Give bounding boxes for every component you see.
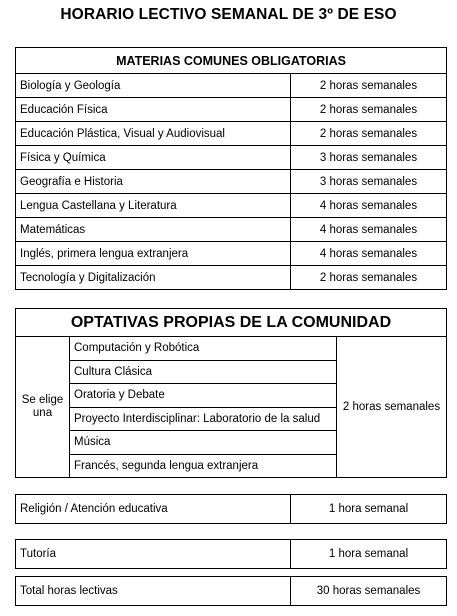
table-row (16, 74, 447, 98)
total-label: Total horas lectivas (16, 577, 291, 606)
subject-name: Tecnología y Digitalización (16, 266, 291, 290)
subject-hours: 3 horas semanales (291, 146, 447, 170)
tutoria-table (15, 539, 447, 569)
total-table (15, 576, 447, 606)
subject-name: Inglés, primera lengua extranjera (16, 242, 291, 266)
table-row (16, 98, 447, 122)
subject-name: Tutoría (16, 540, 291, 569)
table-row (16, 146, 447, 170)
optional-item: Computación y Robótica (70, 337, 337, 361)
subject-name: Matemáticas (16, 218, 291, 242)
subject-hours: 4 horas semanales (291, 194, 447, 218)
table-row (16, 495, 447, 524)
optional-item: Proyecto Interdisciplinar: Laboratorio de la salud (70, 407, 337, 431)
table-row (16, 337, 447, 361)
table-row (16, 540, 447, 569)
total-hours: 30 horas semanales (291, 577, 447, 606)
optional-item: Música (70, 431, 337, 455)
optional-item: Oratoria y Debate (70, 384, 337, 408)
subject-hours: 2 horas semanales (291, 122, 447, 146)
optional-subjects-header: OPTATIVAS PROPIAS DE LA COMUNIDAD (16, 309, 447, 337)
subject-hours: 4 horas semanales (291, 242, 447, 266)
table-row (16, 170, 447, 194)
common-subjects-header: MATERIAS COMUNES OBLIGATORIAS (16, 48, 447, 74)
subject-name: Educación Plástica, Visual y Audiovisual (16, 122, 291, 146)
subject-hours: 2 horas semanales (291, 74, 447, 98)
subject-hours: 1 hora semanal (291, 540, 447, 569)
optional-hours: 2 horas semanales (337, 337, 447, 478)
table-row (16, 266, 447, 290)
subject-hours: 2 horas semanales (291, 266, 447, 290)
subject-hours: 3 horas semanales (291, 170, 447, 194)
subject-name: Religión / Atención educativa (16, 495, 291, 524)
subject-name: Lengua Castellana y Literatura (16, 194, 291, 218)
subject-hours: 2 horas semanales (291, 98, 447, 122)
religion-table (15, 494, 447, 524)
table-row (16, 194, 447, 218)
choose-one-label: Se elige una (16, 337, 70, 478)
common-subjects-table (15, 47, 447, 290)
subject-name: Educación Física (16, 98, 291, 122)
subject-name: Física y Química (16, 146, 291, 170)
optional-item: Francés, segunda lengua extranjera (70, 454, 337, 478)
subject-hours: 1 hora semanal (291, 495, 447, 524)
table-row (16, 218, 447, 242)
table-row (16, 242, 447, 266)
subject-hours: 4 horas semanales (291, 218, 447, 242)
page-title: HORARIO LECTIVO SEMANAL DE 3º DE ESO (60, 6, 397, 23)
optional-subjects-table (15, 308, 447, 478)
subject-name: Geografía e Historia (16, 170, 291, 194)
table-row (16, 577, 447, 606)
table-row (16, 122, 447, 146)
subject-name: Biología y Geología (16, 74, 291, 98)
optional-item: Cultura Clásica (70, 360, 337, 384)
